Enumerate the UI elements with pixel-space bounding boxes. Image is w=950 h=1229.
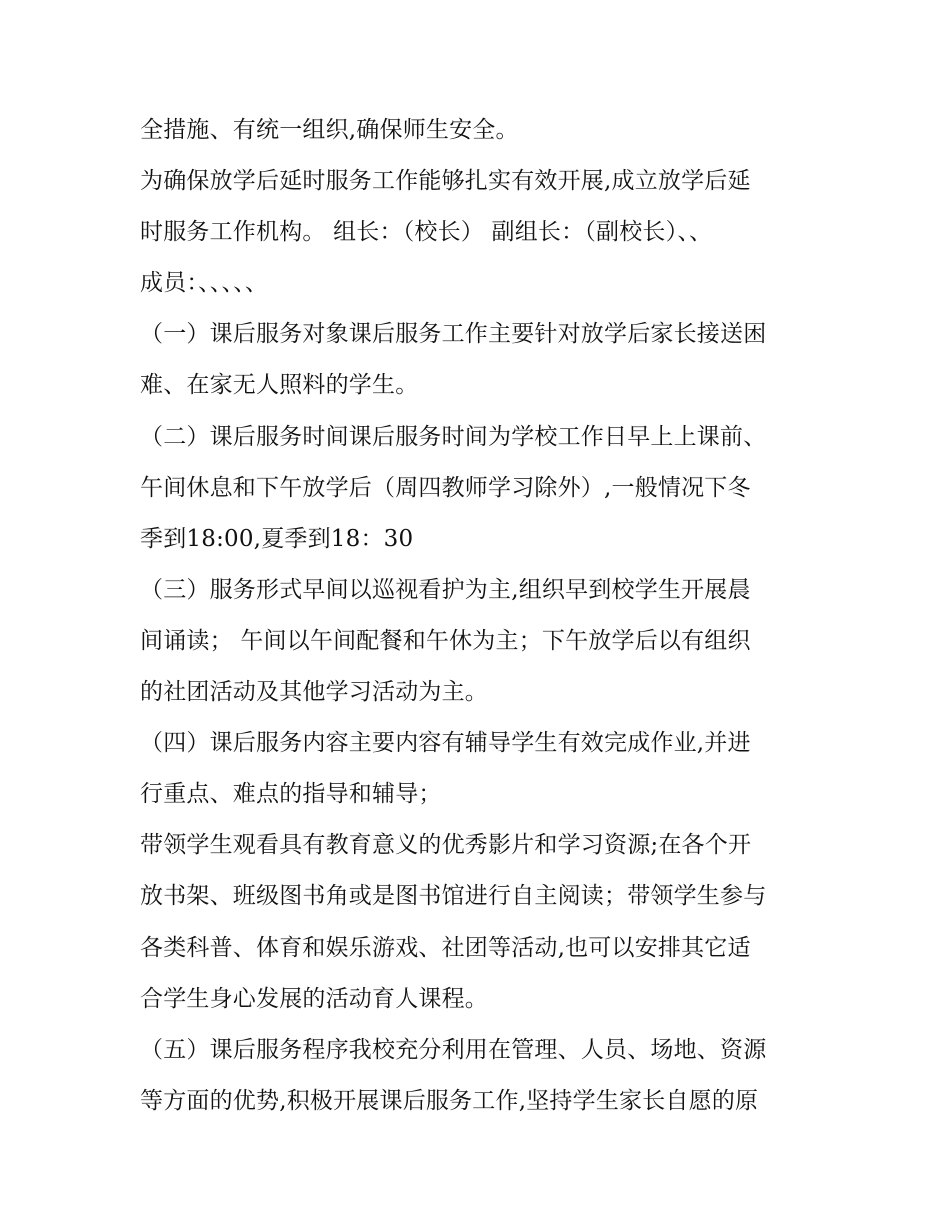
text-line: 难、在家无人照料的学生。 — [140, 372, 419, 399]
text-line: 成员：、、、、、 — [140, 270, 269, 297]
text-line: 全措施、有统一组织,确保师生安全。 — [140, 117, 519, 143]
text-line: 间诵读； 午间以午间配餐和午休为主；下午放学后以有组织 — [140, 627, 751, 654]
text-line: 合学生身心发展的活动育人课程。 — [140, 985, 488, 1012]
text-line: 放书架、班级图书角或是图书馆进行自主阅读；带领学生参与 — [140, 883, 767, 910]
document-body — [140, 107, 830, 1129]
text-line: 时服务工作机构。 组长：（校长） 副组长：（副校长）、、 — [140, 219, 713, 246]
text-line: 带领学生观看具有教育意义的优秀影片和学习资源;在各个开 — [140, 832, 752, 859]
text-line: 季到18:00,夏季到18：30 — [140, 525, 414, 552]
text-line: 行重点、难点的指导和辅导； — [140, 781, 442, 808]
text-line: （三）服务形式早间以巡视看护为主,组织早到校学生开展晨 — [140, 576, 751, 603]
text-line: （二）课后服务时间课后服务时间为学校工作日早上上课前、 — [140, 423, 767, 450]
text-line: 各类科普、体育和娱乐游戏、社团等活动,也可以安排其它适 — [140, 934, 751, 961]
text-line: 的社团活动及其他学习活动为主。 — [140, 679, 488, 706]
text-line: （四）课后服务内容主要内容有辅导学生有效完成作业,并进 — [140, 730, 751, 757]
text-line: 为确保放学后延时服务工作能够扎实有效开展,成立放学后延 — [140, 168, 751, 195]
text-line: （五）课后服务程序我校充分利用在管理、人员、场地、资源 — [140, 1036, 767, 1063]
text-line: 等方面的优势,积极开展课后服务工作,坚持学生家长自愿的原 — [140, 1087, 759, 1114]
text-line: （一）课后服务对象课后服务工作主要针对放学后家长接送困 — [140, 321, 767, 348]
text-line: 午间休息和下午放学后（周四教师学习除外）,一般情况下冬 — [140, 474, 751, 501]
